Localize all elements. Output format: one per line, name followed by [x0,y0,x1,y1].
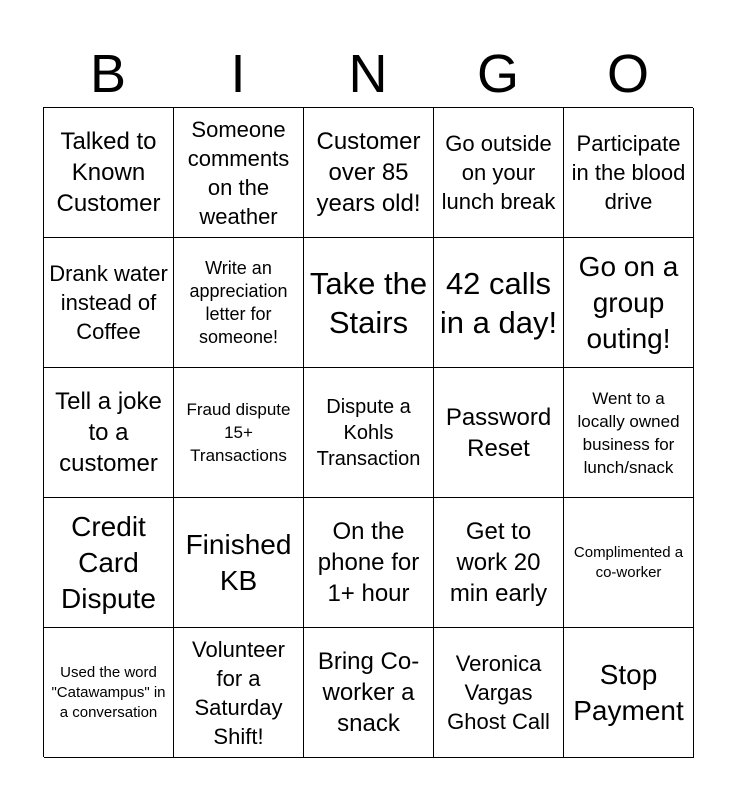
bingo-cell-r5-c5[interactable] [564,628,694,758]
bingo-cell-r2-c5[interactable] [564,238,694,368]
bingo-cell-r2-c4[interactable] [434,238,564,368]
bingo-cell-r3-c5[interactable] [564,368,694,498]
cell-text: Drank water instead of Coffee [49,261,168,344]
bingo-cell-r1-c4[interactable] [434,108,564,238]
bingo-cell-r2-c3[interactable] [304,238,434,368]
bingo-cell-r3-c1[interactable] [44,368,174,498]
cell-text: Finished KB [185,528,292,596]
bingo-cell-r1-c5[interactable] [564,108,694,238]
bingo-cell-r5-c1[interactable] [44,628,174,758]
cell-text: 42 calls in a day! [439,265,558,340]
bingo-cell-r5-c4[interactable] [434,628,564,758]
bingo-cell-r4-c2[interactable] [174,498,304,628]
cell-text: Went to a locally owned business for lunch/snack [577,388,680,477]
bingo-cell-r3-c3[interactable] [304,368,434,498]
cell-text: Participate in the blood drive [571,131,686,214]
cell-text: Write an appreciation letter for someone! [189,257,288,347]
cell-text: Veronica Vargas Ghost Call [447,651,550,734]
cell-text: Talked to Known Customer [56,128,161,217]
bingo-board [43,107,693,757]
bingo-cell-r1-c3[interactable] [304,108,434,238]
bingo-cell-r4-c5[interactable] [564,498,694,628]
cell-text: Fraud dispute 15+ Transactions [186,400,291,465]
bingo-cell-r1-c1[interactable] [44,108,174,238]
header-letter-o: O [606,44,649,104]
cell-text: Password Reset [445,403,552,462]
cell-text: Volunteer for a Saturday Shift! [192,636,285,749]
bingo-cell-r3-c2[interactable] [174,368,304,498]
header-letter-i: I [230,44,246,104]
bingo-cell-r4-c1[interactable] [44,498,174,628]
bingo-cell-r2-c1[interactable] [44,238,174,368]
cell-text: Dispute a Kohls Transaction [316,395,421,470]
bingo-cell-r3-c4[interactable] [434,368,564,498]
cell-text: Someone comments on the weather [187,116,290,229]
cell-text: Complimented a co-worker [573,543,684,581]
cell-text: Get to work 20 min early [449,518,548,607]
cell-text: Tell a joke to a customer [55,388,162,477]
bingo-cell-r4-c4[interactable] [434,498,564,628]
header-letter-n: N [348,44,388,104]
bingo-cell-r4-c3[interactable] [304,498,434,628]
cell-text: On the phone for 1+ hour [317,518,420,607]
cell-text: Credit Card Dispute [61,510,156,614]
bingo-cell-r1-c2[interactable] [174,108,304,238]
cell-text: Customer over 85 years old! [316,128,421,217]
cell-text: Bring Co-worker a snack [317,648,420,737]
cell-text: Go on a group outing! [578,250,679,354]
bingo-cell-r2-c2[interactable] [174,238,304,368]
cell-text: Used the word "Catawampus" in a conversation [51,663,166,721]
cell-text: Go outside on your lunch break [441,131,556,214]
header-letter-g: G [476,44,519,104]
cell-text: Take the Stairs [309,265,428,340]
cell-text: Stop Payment [573,658,684,726]
header-letter-b: B [89,44,127,104]
bingo-cell-r5-c3[interactable] [304,628,434,758]
bingo-header [43,44,693,104]
bingo-cell-r5-c2[interactable] [174,628,304,758]
